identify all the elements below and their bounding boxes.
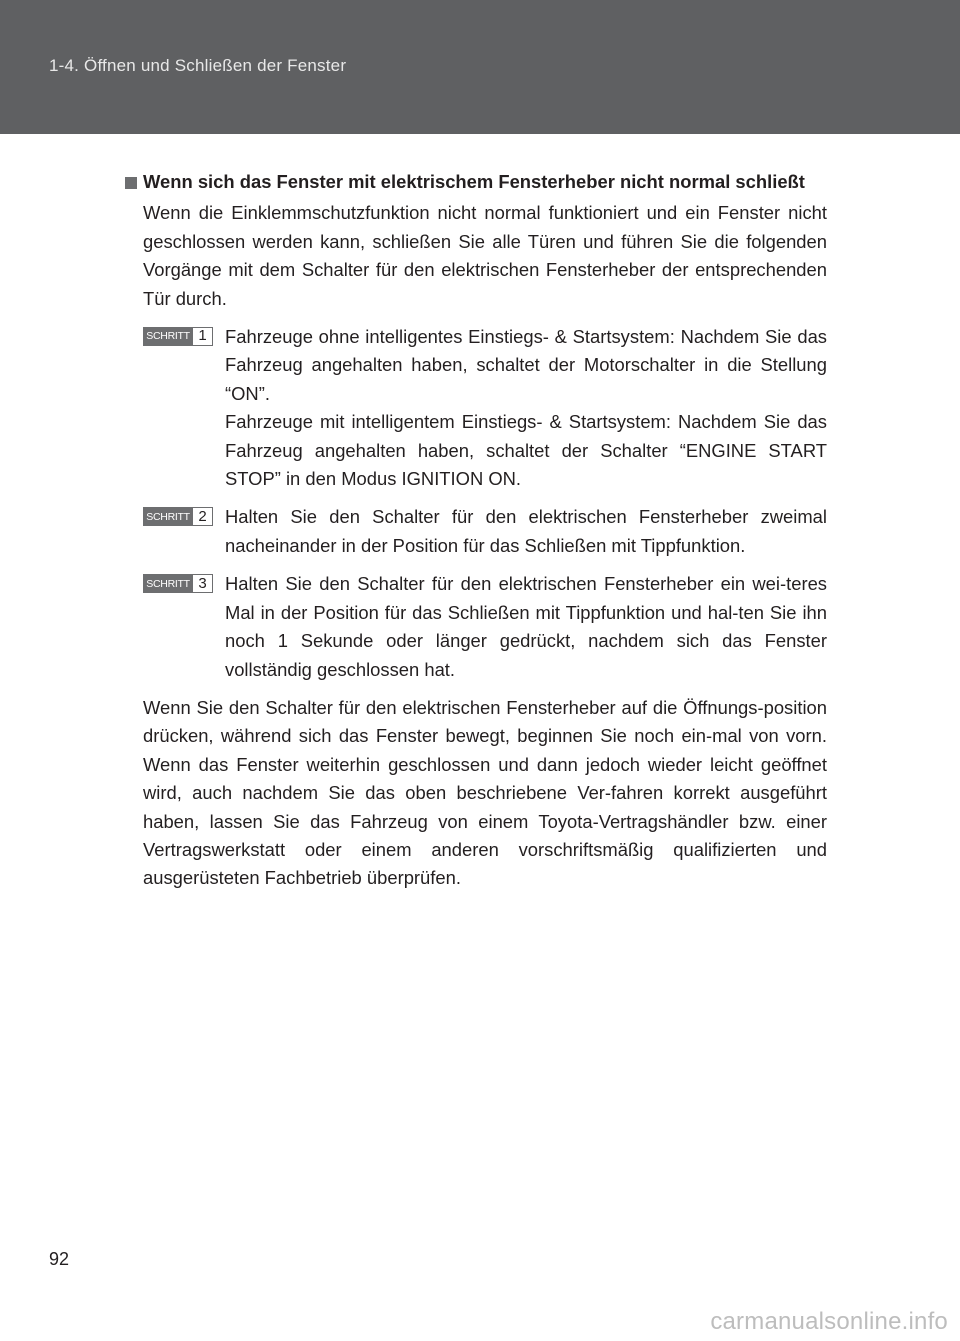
- subsection-heading: [143, 168, 827, 196]
- page-content: [143, 168, 827, 902]
- step-badge-number: 3: [193, 574, 213, 593]
- step-text: Halten Sie den Schalter für den elektrischen Fensterheber ein wei-teres Mal in der Position für das Schließen mit Tippfunktion und hal-ten Sie ihn noch 1 Sekunde oder länger gedrückt, nachdem sich das Fenster vollständig geschlossen hat.: [225, 573, 827, 680]
- chapter-header-band: [0, 0, 960, 134]
- step-2: [143, 503, 827, 560]
- step-badge: [143, 327, 213, 346]
- step-badge-number: 1: [193, 327, 213, 346]
- step-badge-number: 2: [193, 507, 213, 526]
- step-text: Fahrzeuge ohne intelligentes Einstiegs- & Startsystem: Nachdem Sie das Fahrzeug angehalten haben, schaltet der Motorschalter in die Stellung “ON”.: [225, 326, 827, 404]
- intro-paragraph: Wenn die Einklemmschutzfunktion nicht normal funktioniert und ein Fenster nicht geschlossen werden kann, schließen Sie alle Türen und führen Sie die folgenden Vorgänge mit dem Schalter für den elektrischen Fensterheber der entsprechenden Tür durch.: [143, 202, 827, 309]
- step-badge-label: SCHRITT: [143, 574, 193, 593]
- section-title: 1-4. Öffnen und Schließen der Fenster: [49, 56, 347, 75]
- step-badge: [143, 574, 213, 593]
- step-text: Fahrzeuge mit intelligentem Einstiegs- & Startsystem: Nachdem Sie das Fahrzeug angehalten haben, schaltet der Schalter “ENGINE START STOP” in den Modus IGNITION ON.: [225, 411, 827, 490]
- step-1: [143, 323, 827, 493]
- step-badge: [143, 507, 213, 526]
- step-text: Halten Sie den Schalter für den elektrischen Fensterheber zweimal nacheinander in der Position für das Schließen mit Tippfunktion.: [225, 506, 827, 556]
- step-badge-label: SCHRITT: [143, 507, 193, 526]
- step-3: [143, 570, 827, 684]
- subsection-heading-text: Wenn sich das Fenster mit elektrischem Fensterheber nicht normal schließt: [143, 171, 805, 192]
- outro-paragraph: Wenn Sie den Schalter für den elektrischen Fensterheber auf die Öffnungs-position drücken, während sich das Fenster bewegt, beginnen Sie noch ein-mal von vorn. Wenn das Fenster weiterhin geschlossen und dann jedoch wieder leicht geöffnet wird, auch nachdem Sie das oben beschriebene Ver-fahren korrekt ausgeführt haben, lassen Sie das Fahrzeug von einem Toyota-Vertragshändler bzw. einer Vertragswerkstatt oder einem anderen vorschriftsmäßig qualifizierten und ausgerüsteten Fachbetrieb überprüfen.: [143, 696, 827, 889]
- watermark: carmanualsonline.info: [710, 1308, 948, 1335]
- square-bullet-icon: [125, 177, 137, 189]
- step-badge-label: SCHRITT: [143, 327, 193, 346]
- page-number: 92: [49, 1249, 70, 1269]
